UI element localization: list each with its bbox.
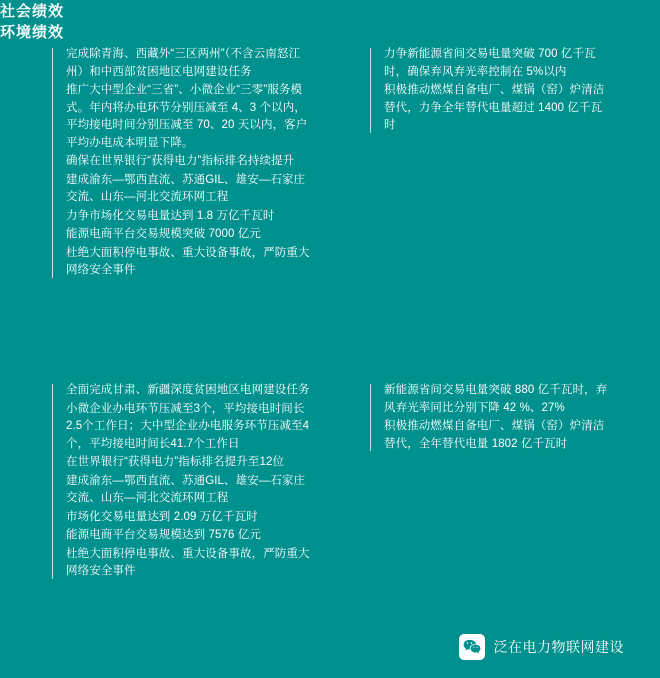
list-item: 新能源省间交易电量突破 880 亿千瓦时，弃风弃光率同比分别下降 42 %、27% [384,384,608,414]
list-item: 能源电商平台交易规模突破 7000 亿元 [66,228,261,240]
list-item: 杜绝大面积停电事故、重大设备事故，严防重大网络安全事件 [66,246,310,276]
list-item: 在世界银行“获得电力”指标排名提升至12位 [66,456,285,468]
top-right-list [370,46,608,135]
list-item: 建成渝东—鄂西直流、苏通GIL、雄安—石家庄交流、山东—河北交流环网工程 [66,173,306,203]
list-item: 能源电商平台交易规模达到 7576 亿元 [66,529,261,541]
section-title-environment: 环境绩效 [0,24,65,41]
list-item: 确保在世界银行“获得电力”指标排名持续提升 [66,155,295,167]
footer-account-name: 泛在电力物联网建设 [493,639,624,655]
social-performance-column [52,382,310,582]
list-item: 建成渝东—鄂西直流、苏通GIL、雄安—石家庄交流、山东—河北交流环网工程 [66,474,306,504]
list-item: 全面完成甘肃、新疆深度贫困地区电网建设任务 [66,384,310,396]
section-title-social: 社会绩效 [0,3,65,20]
list-item: 完成除青海、西藏外“三区两州”（不含云南怒江州）和中西部贫困地区电网建设任务 [66,48,301,78]
environment-performance-list [370,382,608,453]
list-item: 推广大中型企业“三省”、小微企业“三零”服务模式。年内将办电环节分别压减至 4、3 个以内，平均接电时间分别压减至 70、20 天以内，客户平均办电成本明显下降。 [66,84,308,149]
top-right-column [370,46,608,136]
top-left-column [52,46,310,281]
social-performance-list [52,382,310,581]
list-item: 杜绝大面积停电事故、重大设备事故，严防重大网络安全事件 [66,547,310,577]
list-item: 力争市场化交易电量达到 1.8 万亿千瓦时 [66,209,275,222]
list-item: 积极推动燃煤自备电厂、煤锅（窑）炉清洁替代，力争全年替代电量超过 1400 亿千瓦时 [384,84,605,131]
top-left-list [52,46,310,280]
environment-performance-column [370,382,608,454]
list-item: 力争新能源省间交易电量突破 700 亿千瓦时，确保弃风弃光率控制在 5%以内 [384,48,596,78]
list-item: 市场化交易电量达到 2.09 万亿千瓦时 [66,510,258,523]
wechat-icon [459,634,485,660]
list-item: 积极推动燃煤自备电厂、煤锅（窑）炉清洁替代，全年替代电量 1802 亿千瓦时 [384,420,605,450]
footer [0,634,660,660]
list-item: 小微企业办电环节压减至3个，平均接电时间长2.5个工作日；大中型企业办电服务环节压减至4个，平均接电时间长41.7个工作日 [66,402,310,450]
